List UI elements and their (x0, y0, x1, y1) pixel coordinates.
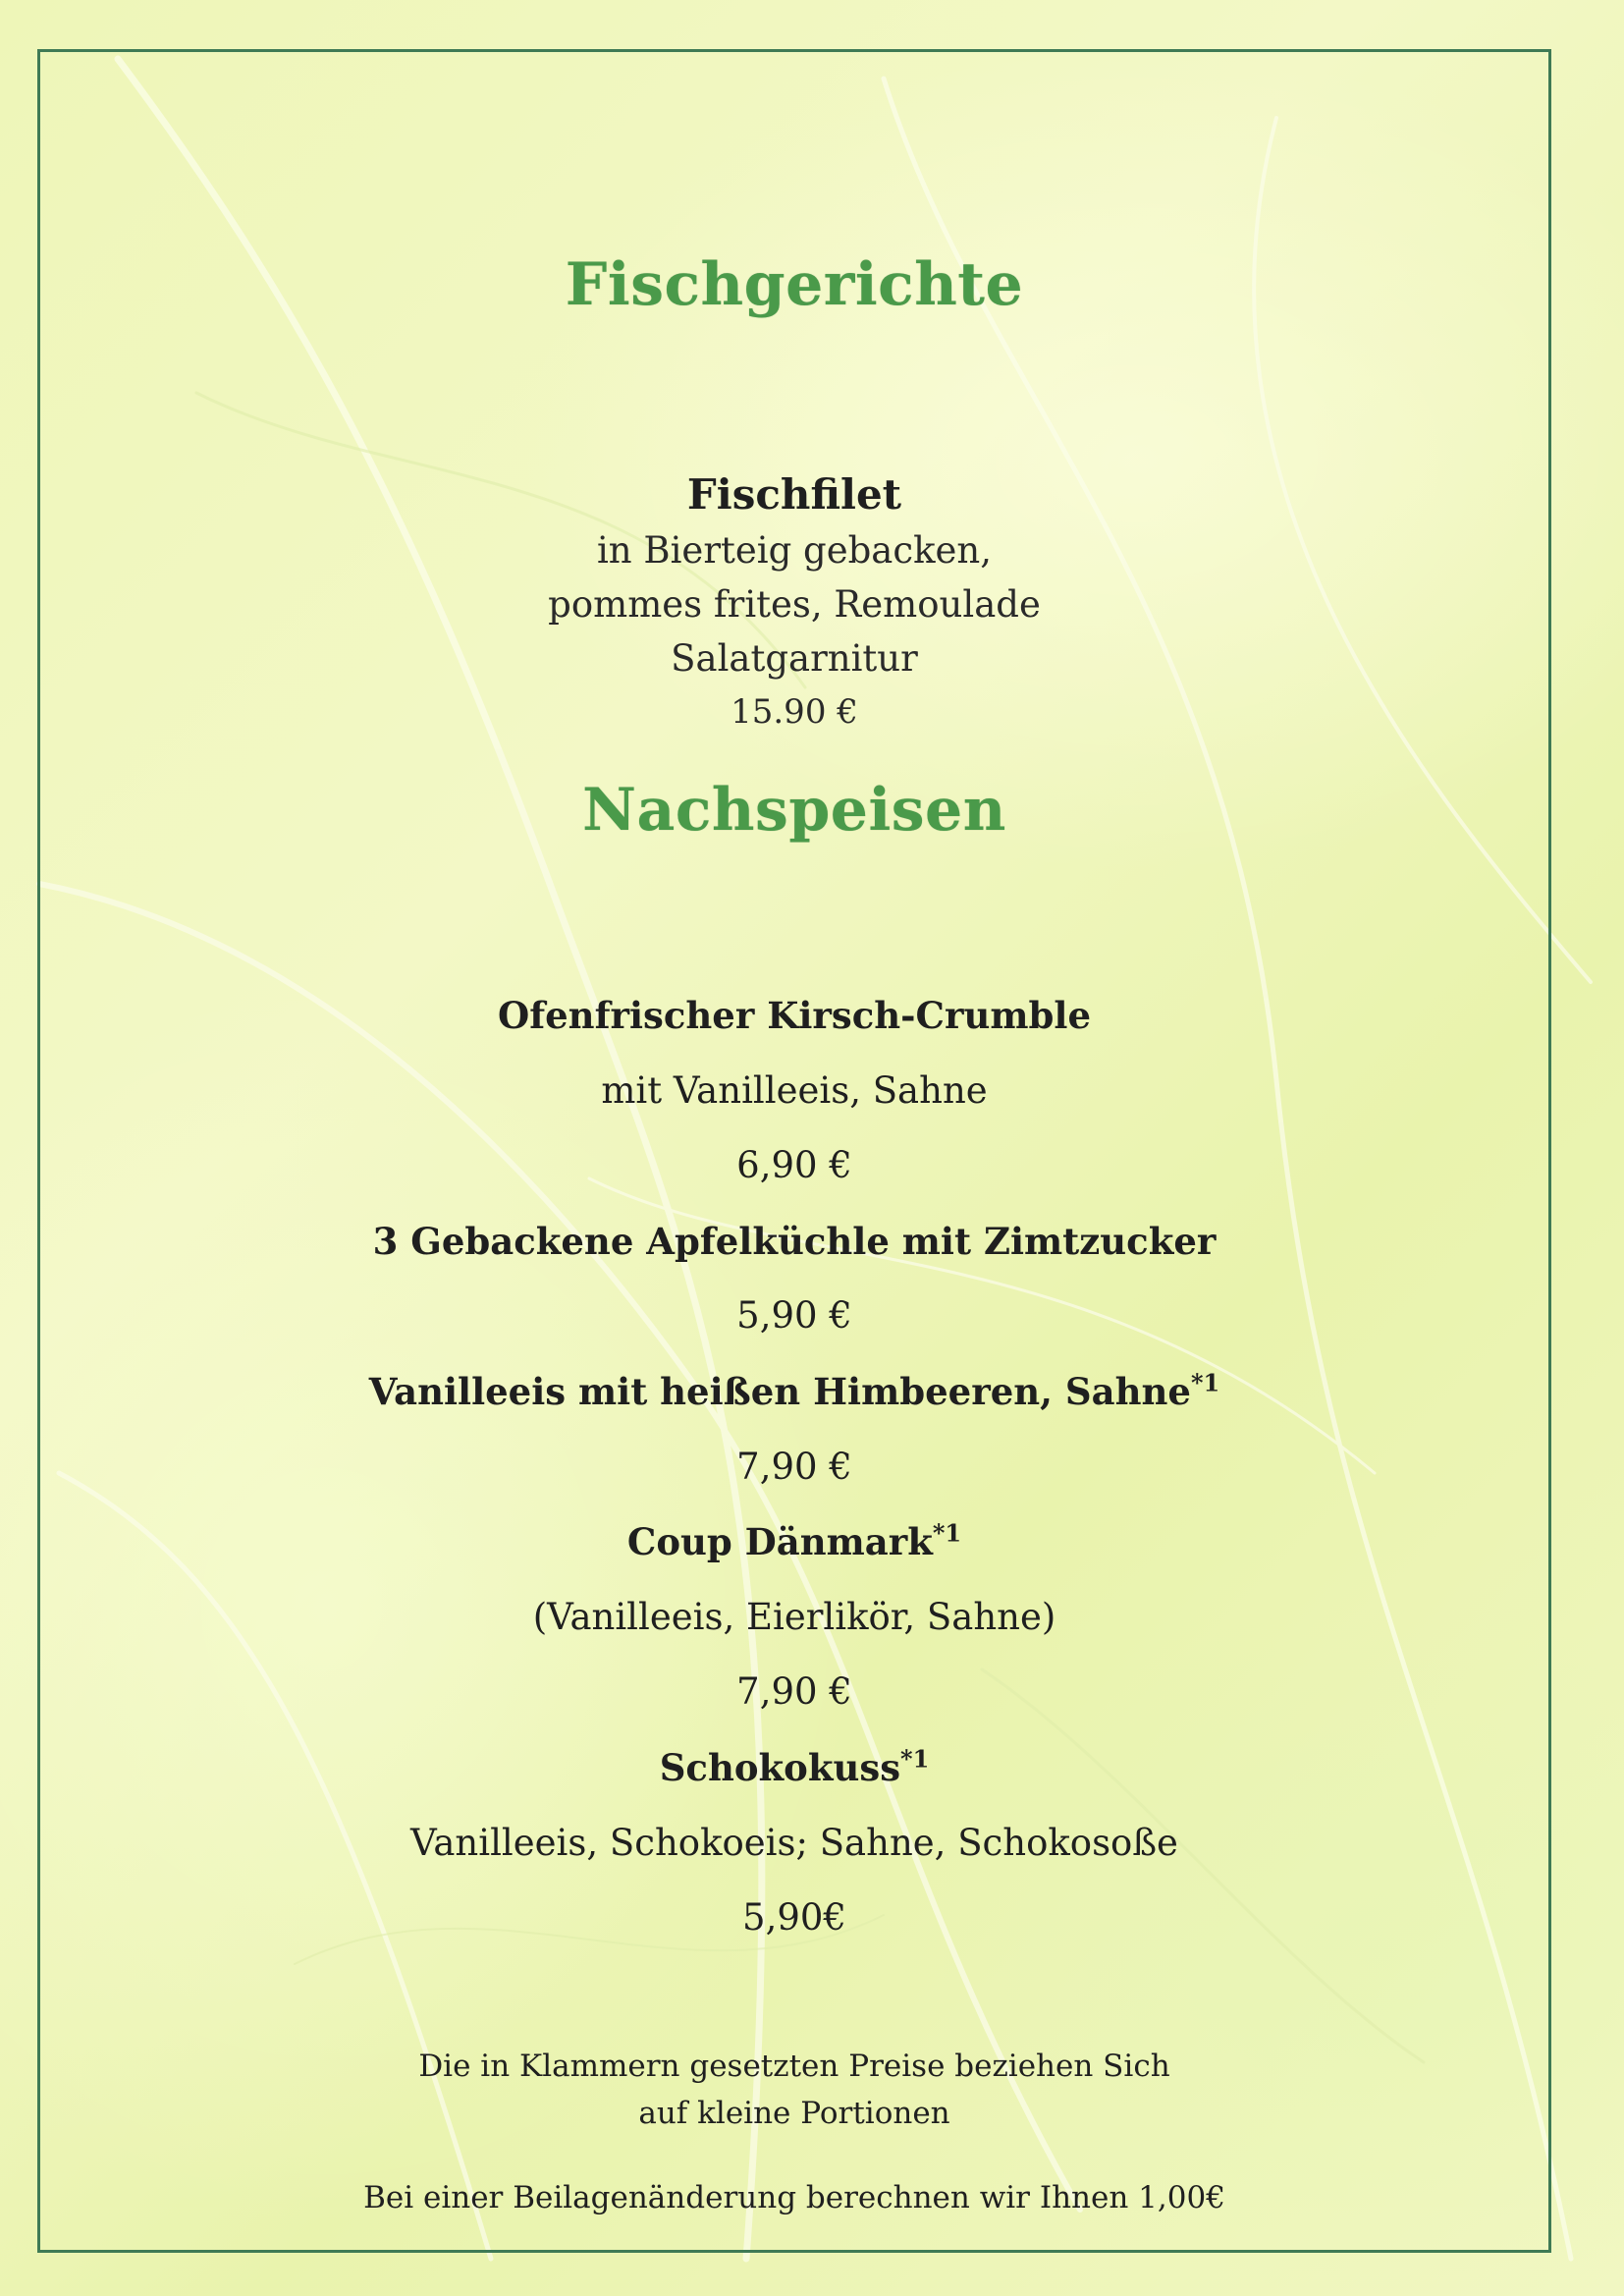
dessert-description: mit Vanilleeis, Sahne (601, 1068, 988, 1112)
dessert-name: 3 Gebackene Apfelküchle mit Zimtzucker (372, 1219, 1217, 1263)
dessert-name: Coup Dänmark$^{*1}$ (626, 1518, 962, 1564)
section-title-nachspeisen: Nachspeisen (582, 776, 1006, 845)
dish-description-line: pommes frites, Remoulade (548, 583, 1041, 626)
dessert-list (37, 978, 1551, 1956)
note-small-portions: Die in Klammern gesetzten Preise beziehen Sich (418, 2049, 1170, 2084)
footnote-mark: *1 (1190, 1368, 1220, 1397)
dessert-price: 5,90 € (736, 1294, 852, 1338)
footnotes (37, 2043, 1551, 2221)
dessert-price: 5,90€ (742, 1896, 846, 1940)
note-small-portions-cont: auf kleine Portionen (638, 2096, 950, 2131)
dessert-price: 6,90 € (736, 1144, 852, 1187)
dish-name: Fischfilet (686, 470, 902, 519)
dessert-name: Vanilleeis mit heißen Himbeeren, Sahne$^{*1}$ (368, 1368, 1220, 1413)
dessert-name: Schokokuss$^{*1}$ (659, 1744, 930, 1789)
dessert-name: Ofenfrischer Kirsch-Crumble (497, 994, 1091, 1037)
dish-description-line: in Bierteig gebacken, (596, 529, 993, 572)
dish-description-line: Salatgarnitur (671, 637, 918, 680)
note-side-dish-change: Bei einer Beilagenänderung berechnen wir Ihnen 1,00€ (363, 2180, 1225, 2215)
section-title-fischgerichte: Fischgerichte (565, 250, 1024, 319)
dessert-price: 7,90 € (736, 1445, 852, 1488)
dessert-description: (Vanilleeis, Eierlikör, Sahne) (532, 1595, 1056, 1638)
dish-price: 15.90 € (731, 692, 858, 732)
dessert-price: 7,90 € (736, 1670, 852, 1714)
footnote-mark: *1 (900, 1744, 930, 1774)
dessert-description: Vanilleeis, Schokoeis; Sahne, Schokosoße (410, 1821, 1178, 1864)
fish-dish (37, 466, 1551, 739)
footnote-mark: *1 (932, 1518, 962, 1548)
